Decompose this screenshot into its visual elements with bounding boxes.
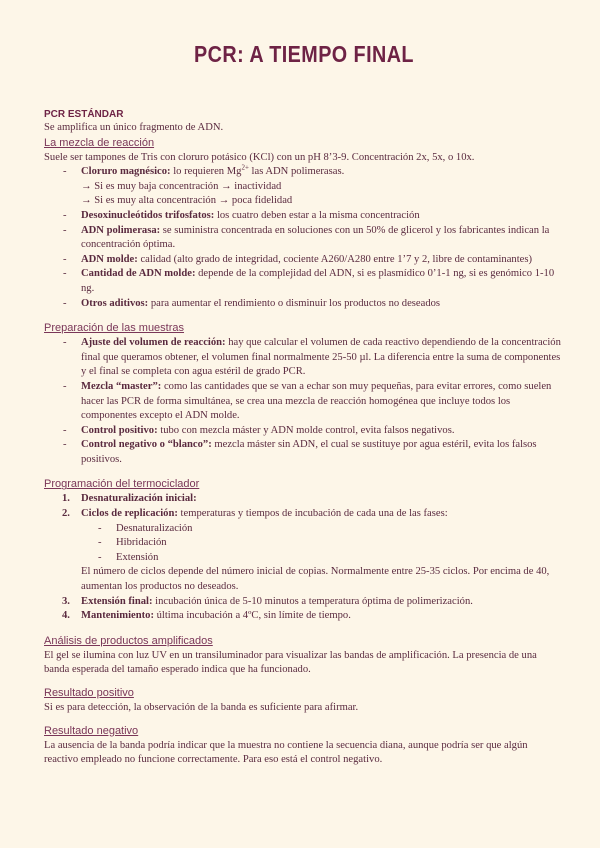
- heading-analisis: Análisis de productos amplificados: [44, 634, 213, 647]
- list-item: - Cloruro magnésico: lo requieren $Mg^{2+}$ las ADN polimerasas.: [44, 165, 564, 180]
- list-item: - Cantidad de ADN molde: depende de la complejidad del ADN, si es plasmídico 0’1-1 ng, si es genómico 1-10 ng.: [44, 267, 564, 296]
- positivo-text: Si es para detección, la observación de la banda es suficiente para afirmar.: [44, 702, 359, 713]
- list-item: - Desoxinucleótidos trifosfatos: los cuatro deben estar a la misma concentración: [44, 209, 564, 224]
- heading-preparacion: Preparación de las muestras: [44, 322, 185, 335]
- list-item: - ADN polimerasa: se suministra concentrada en soluciones con un 50% de glicerol y los fabricantes indican la concentración óptima.: [44, 224, 564, 253]
- step-item: 4. Mantenimiento: última incubación a 4ºC, sin límite de tiempo.: [62, 610, 351, 622]
- list-item: - Control negativo o “blanco”: mezcla máster sin ADN, el cual se sustituye por agua estéril, evita los falsos positivos.: [44, 438, 564, 467]
- step-item: 1. Desnaturalización inicial:: [62, 493, 197, 505]
- negativo-text: La ausencia de la banda podría indicar que la muestra no contiene la secuencia diana, aunque podría ser que algún reactivo empleado no funcione correctamente. Para eso está el control negativo.: [44, 739, 528, 766]
- heading-resultado-negativo: Resultado negativo: [44, 724, 139, 737]
- page-title: PCR: A TIEMPO FINAL: [194, 41, 414, 67]
- intro-text: Se amplifica un único fragmento de ADN.: [44, 122, 224, 133]
- list-item: - Control positivo: tubo con mezcla máster y ADN molde control, evita falsos negativos.: [44, 424, 564, 439]
- mezcla-list-cont: [44, 209, 564, 311]
- ciclos-note: El número de ciclos depende del número inicial de copias. Normalmente entre 25-35 ciclos. Por encima de 40, aumentan los productos no deseados.: [81, 566, 550, 593]
- list-item: - Hibridación: [44, 536, 564, 551]
- list-item: - Extensión: [44, 551, 564, 566]
- step-item: 2. Ciclos de replicación: temperaturas y tiempos de incubación de cada una de las fases:: [62, 508, 448, 520]
- heading-programacion: Programación del termociclador: [44, 478, 200, 491]
- list-item: - Desnaturalización: [44, 522, 564, 537]
- list-item: - ADN molde: calidad (alto grado de integridad, cociente A260/A280 entre 1’7 y 2, libre de contaminantes): [44, 253, 564, 268]
- document-page: [44, 40, 564, 768]
- analisis-text: El gel se ilumina con luz UV en un transiluminador para visualizar las bandas de amplificación. La presencia de una banda esperada del tamaño esperado indica que ha funcionado.: [44, 649, 537, 676]
- arrow-line: → Si es muy alta concentración → poca fidelidad: [81, 195, 293, 207]
- preparacion-list: [44, 336, 564, 467]
- section-subtitle: PCR ESTÁNDAR: [44, 109, 124, 120]
- heading-resultado-positivo: Resultado positivo: [44, 687, 134, 699]
- arrow-line: → Si es muy baja concentración → inactividad: [81, 180, 282, 192]
- mezcla-text: Suele ser tampones de Tris con cloruro potásico (KCl) con un pH 8’3-9. Concentración 2x, 5x, o 10x.: [44, 151, 475, 163]
- list-item: - Otros aditivos: para aumentar el rendimiento o disminuir los productos no deseados: [44, 297, 564, 312]
- heading-mezcla: La mezcla de reacción: [44, 136, 155, 149]
- list-item: - Ajuste del volumen de reacción: hay que calcular el volumen de cada reactivo dependiendo de la concentración final que queramos obtener, el volumen final normalmente 25-50 µl. La diferencia entre la suma de componentes y el final se completa con agua estéril de grado PCR.: [44, 336, 564, 380]
- step-item: 3. Extensión final: incubación única de 5-10 minutos a temperatura óptima de polimerización.: [62, 595, 473, 607]
- mezcla-list: [44, 165, 564, 180]
- programacion-steps: [44, 492, 564, 521]
- list-item: - Mezcla “master”: como las cantidades que se van a echar son muy pequeñas, para evitar errores, como suelen hacer las PCR de forma simultánea, se crea una mezcla de reacción homogénea que incluye todos los componentes excepto el ADN molde.: [44, 380, 564, 424]
- programacion-steps-cont: [44, 595, 564, 624]
- phase-list: [44, 522, 564, 566]
